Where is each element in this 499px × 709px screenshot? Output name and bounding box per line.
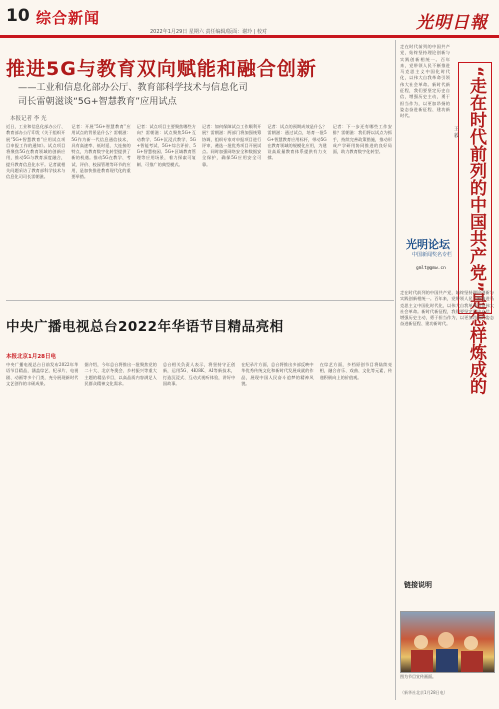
forum-subtitle: 中国新闻奖名专栏 xyxy=(412,252,453,258)
masthead-logo: 光明日報 xyxy=(416,13,488,33)
dateline: 本报北京1月28日电 xyxy=(6,354,56,360)
photo-illustration xyxy=(401,612,494,672)
second-column: 据介绍，今年总台将推出一批聚焦党的二十大、北京冬奥会、乡村振兴等重大主题的精品节目，以高品质内容满足人民群众精神文化需求。 xyxy=(84,362,157,386)
forum-email: gmlt@gmw.cn xyxy=(416,266,446,271)
section-title: 综合新闻 xyxy=(36,9,101,27)
source-note: （新华社北京1月28日电） xyxy=(400,690,448,695)
page-number: 10 xyxy=(6,6,30,26)
photo-caption: 图为节目宣传画面。 xyxy=(400,674,436,679)
lead-column: 记者：试点项目主要聚焦哪些方向？雷朝滋：试点聚焦5G+互动教学、5G+沉浸式教学、5G+智能考试、5G+综合评价、5G+智慧校园、5G+区域教育管理等应用场景，着力探索可复制、可推广的典型模式。 xyxy=(136,124,196,167)
second-body xyxy=(6,362,392,694)
lead-headline: 推进5G与教育双向赋能和融合创新 xyxy=(6,58,317,80)
link-heading: 链接说明 xyxy=(404,581,432,589)
sidebar-column-title: “走在时代前列的中国共产党”是怎样炼成的 xyxy=(466,66,486,395)
second-headline: 中央广播电视总台2022年华语节目精品亮相 xyxy=(6,319,284,335)
second-column: 总台相关负责人表示，将坚持守正创新，运用5G、4K/8K、AI等新技术，打造沉浸式、互动式视听体验，讲好中国故事。 xyxy=(162,362,236,386)
sidebar-body-continued: 走在时代前列的中国共产党，始终坚持理论创新与实践创新相统一。百年来，党带领人民不断推进马克思主义中国化时代化，以伟大自我革命引领伟大社会革命。新时代新征程，我们要坚定历史自信，增强历史主动，勇于担当作为，以更加昂扬的姿态奋进新征程、建功新时代。 xyxy=(400,290,494,327)
lead-byline: 本报记者 李 光 xyxy=(10,116,47,122)
sidebar-author: 王 毅 xyxy=(453,126,459,138)
issue-meta: 2022年1月29日 星期六 责任编辑/版面：谢玲 | 校对 xyxy=(150,29,267,35)
second-column: 在纪录片方面，总台将推出多部反映中华优秀传统文化和新时代发展成就的作品，展现中国人民奋斗追梦的精神风貌。 xyxy=(241,362,314,386)
section-divider xyxy=(6,300,394,301)
second-column: 在综艺方面，多档原创节目将陆续亮相，融合音乐、戏曲、文化等元素，传递积极向上的价值观。 xyxy=(319,362,393,380)
lead-body xyxy=(6,124,392,296)
lead-column: 近日，工业和信息化部办公厅、教育部办公厅印发《关于组织开展“5G+智慧教育”应用试点项目申报工作的通知》。试点项目将聚焦5G在教育领域的创新应用，推动5G与教育深度融合，提升教育信息化水平。记者就相关问题采访了教育部科学技术与信息化司司长雷朝滋。 xyxy=(6,124,66,180)
lead-column: 记者：下一步还有哪些工作安排？雷朝滋：我们将以试点为抓手，持续完善政策措施，推动形成产学研用协同推进的良好局面，助力教育数字化转型。 xyxy=(332,124,392,155)
top-rule xyxy=(0,35,499,38)
lead-column: 记者：开展“5G+智慧教育”应用试点的背景是什么？雷朝滋：5G作为新一代信息通信技术，具有高速率、低时延、大连接的特点，为教育数字化转型提供了新的机遇。推动5G在教学、考试、评价、校园管理等环节的应用，是加快推进教育现代化的重要举措。 xyxy=(71,124,131,180)
news-photo xyxy=(400,611,495,673)
forum-title: 光明论坛 xyxy=(406,238,450,251)
second-column: 中央广播电视总台日前发布2022年华语节目精品，涵盖综艺、纪录片、电视剧、动画等多个门类，充分展现新时代文艺创作的丰硕成果。 xyxy=(6,362,79,386)
sidebar-body: 走在时代前列的中国共产党，始终坚持理论创新与实践创新相统一。百年来，党带领人民不断推进马克思主义中国化时代化，以伟大自我革命引领伟大社会革命。新时代新征程，我们要坚定历史自信，增强历史主动，勇于担当作为，以更加昂扬的姿态奋进新征程、建功新时代。 xyxy=(400,44,450,119)
lead-column: 记者：试点的预期成效是什么？雷朝滋：通过试点，培育一批5G+智慧教育应用标杆，带动5G在教育领域的规模化应用，为建设高质量教育体系提供有力支撑。 xyxy=(267,124,327,161)
lead-subhead-1: ——工业和信息化部办公厅、教育部科学技术与信息化司 xyxy=(18,82,248,93)
lead-subhead-2: 司长雷朝滋谈“5G+智慧教育”应用试点 xyxy=(18,96,177,107)
lead-column: 记者：如何保障试点工作顺利开展？雷朝滋：两部门将加强统筹协调，组织专家对申报项目进行评审，遴选一批优秀项目开展试点。同时加强网络安全和数据安全保护，确保5G应用安全可靠。 xyxy=(201,124,262,167)
column-divider xyxy=(395,40,396,700)
